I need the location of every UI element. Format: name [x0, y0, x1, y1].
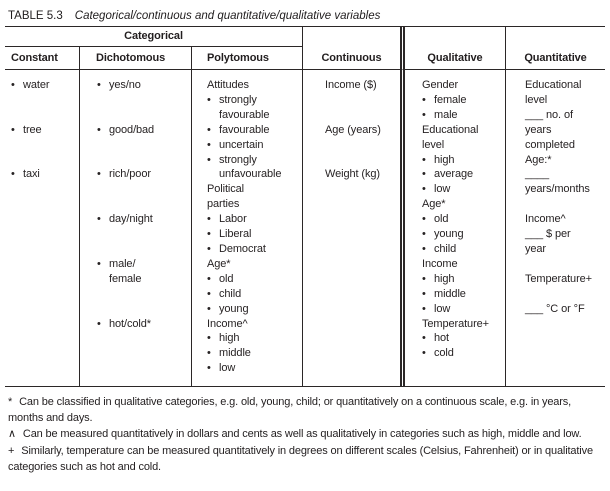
cell-line: Age* — [422, 198, 446, 211]
footnote-text: Similarly, temperature can be measured quantitatively in degrees on different scales (Celsius, Fahrenheit) or in qualitative categories such as hot and cold. — [8, 444, 593, 473]
cell-line — [97, 167, 191, 182]
bullet-icon: • — [207, 332, 211, 345]
cell-line — [11, 153, 79, 168]
cell-line: Educational — [525, 79, 582, 91]
cell-line — [207, 227, 302, 242]
cell-line — [207, 272, 302, 287]
cell-line: Gender — [422, 79, 459, 91]
list-item-text: high — [434, 272, 455, 285]
cell-line — [207, 153, 302, 168]
cell-line: Attitudes — [207, 79, 249, 91]
list-item-text: low — [219, 362, 236, 375]
bullet-icon: • — [207, 302, 211, 315]
cell-line: Age (years) — [325, 123, 381, 136]
header-qualitative-label: Qualitative — [427, 52, 483, 64]
cell-line: Income^ — [207, 317, 248, 330]
cell-line — [97, 227, 191, 242]
cell-line: ___ °C or °F — [525, 302, 585, 315]
cell-line — [97, 123, 191, 138]
list-item-text: hot/cold* — [109, 317, 151, 330]
cell-line: Age:* — [525, 153, 552, 166]
cell-line: Educational — [422, 123, 479, 136]
footnote-text: Can be classified in qualitative categories, e.g. old, young, child; or quantitatively on a continuous scale, e.g. in years, months and days. — [8, 396, 572, 425]
cell-line — [97, 302, 191, 317]
cell-line — [97, 197, 191, 212]
bullet-icon: • — [97, 317, 101, 330]
bullet-icon: • — [11, 123, 15, 136]
cell-line — [207, 242, 302, 257]
cell-line: ___ $ per — [525, 228, 571, 241]
list-item-text: Liberal — [219, 228, 252, 241]
list-item-text: child — [434, 242, 457, 255]
cell-line — [422, 242, 505, 257]
list-item-text: yes/no — [109, 79, 141, 91]
list-item-text: old — [219, 272, 234, 285]
cell-line — [11, 93, 79, 108]
cell-line: ____ — [525, 168, 550, 181]
cell-line — [422, 212, 505, 227]
bullet-icon: • — [422, 302, 426, 315]
table-header — [5, 27, 605, 70]
cell-line: level — [422, 138, 445, 151]
list-item-text: good/bad — [109, 123, 155, 136]
list-item-text: high — [219, 332, 240, 345]
cell-line: Income — [422, 257, 458, 270]
bullet-icon: • — [207, 242, 211, 255]
cell-line — [97, 153, 191, 168]
column-dichotomous — [80, 70, 192, 386]
list-item-text: old — [434, 213, 449, 226]
bullet-icon: • — [422, 168, 426, 181]
list-item-text: Labor — [219, 213, 247, 226]
column-quantitative — [506, 70, 605, 386]
cell-line — [325, 93, 400, 108]
list-item-text: female — [434, 93, 467, 106]
bullet-icon: • — [207, 272, 211, 285]
cell-line: unfavourable — [219, 168, 282, 181]
cell-line: year — [525, 242, 546, 255]
footnote-asterisk — [8, 394, 607, 426]
header-dichotomous: Dichotomous — [80, 47, 192, 70]
cell-line — [11, 123, 79, 138]
bullet-icon: • — [422, 153, 426, 166]
bullet-icon: • — [422, 332, 426, 345]
list-item-text: high — [434, 153, 455, 166]
cell-line — [422, 93, 505, 108]
bullet-icon: • — [422, 272, 426, 285]
cell-line — [325, 108, 400, 123]
bullet-icon: • — [97, 168, 101, 181]
header-constant: Constant — [5, 47, 80, 70]
cell-line — [325, 153, 400, 168]
cell-line — [11, 78, 79, 93]
cell-line — [11, 167, 79, 182]
list-item-text: young — [434, 228, 464, 241]
cell-line — [207, 287, 302, 302]
cell-line — [207, 138, 302, 153]
cell-line — [11, 108, 79, 123]
header-polytomous: Polytomous — [192, 47, 303, 70]
list-item-text: taxi — [23, 168, 40, 181]
column-qualitative — [405, 70, 506, 386]
cell-line — [422, 227, 505, 242]
cell-line — [422, 108, 505, 123]
column-constant — [5, 70, 80, 386]
bullet-icon: • — [207, 347, 211, 360]
table-caption — [5, 6, 606, 22]
list-item-text: average — [434, 168, 474, 181]
bullet-icon: • — [207, 138, 211, 151]
cell-line — [525, 197, 605, 212]
variables-table — [5, 26, 605, 387]
bullet-icon: • — [422, 108, 426, 121]
table-body — [5, 70, 605, 386]
header-quantitative — [506, 27, 605, 70]
list-item-text: low — [434, 302, 451, 315]
footnote-plus — [8, 443, 607, 475]
bullet-icon: • — [422, 347, 426, 360]
column-continuous — [303, 70, 405, 386]
cell-line — [207, 123, 302, 138]
list-item-text: child — [219, 287, 242, 300]
cell-line: favourable — [219, 108, 270, 121]
list-item-text: male/ — [109, 257, 136, 270]
cell-line — [422, 302, 505, 317]
asterisk-marker: * — [8, 396, 13, 408]
cell-line — [97, 138, 191, 153]
cell-line: ___ no. of — [525, 108, 573, 121]
list-item-text: middle — [434, 287, 466, 300]
bullet-icon: • — [422, 228, 426, 241]
bullet-icon: • — [97, 123, 101, 136]
list-item-text: young — [219, 302, 249, 315]
bullet-icon: • — [422, 242, 426, 255]
cell-line: female — [109, 272, 142, 285]
caret-marker: ∧ — [8, 428, 16, 441]
bullet-icon: • — [11, 168, 15, 181]
cell-line — [207, 302, 302, 317]
table-title: Categorical/continuous and quantitative/qualitative variables — [74, 10, 381, 22]
cell-line: Age* — [207, 257, 231, 270]
header-continuous — [303, 27, 405, 70]
footnote-text: Can be measured quantitatively in dollars and cents as well as qualitatively in categories such as high, middle and low. — [22, 428, 582, 441]
cell-line — [97, 212, 191, 227]
cell-line — [97, 257, 191, 272]
list-item-text: water — [23, 79, 50, 91]
list-item-text: strongly — [219, 93, 257, 106]
plus-marker: + — [8, 444, 15, 457]
bullet-icon: • — [207, 153, 211, 166]
cell-line: parties — [207, 198, 240, 211]
cell-line — [97, 317, 191, 332]
cell-line — [422, 287, 505, 302]
header-categorical-group: Categorical — [5, 27, 303, 47]
list-item-text: middle — [219, 347, 251, 360]
cell-line — [207, 346, 302, 361]
cell-line: Weight (kg) — [325, 168, 380, 181]
list-item-text: day/night — [109, 213, 153, 226]
bullet-icon: • — [207, 287, 211, 300]
list-item-text: favourable — [219, 123, 270, 136]
bullet-icon: • — [97, 79, 101, 91]
cell-line — [97, 242, 191, 257]
column-polytomous — [192, 70, 303, 386]
bullet-icon: • — [207, 228, 211, 241]
footnote-caret — [8, 426, 607, 442]
header-qualitative — [405, 27, 506, 70]
list-item-text: low — [434, 183, 451, 196]
bullet-icon: • — [422, 213, 426, 226]
cell-line: Income ($) — [325, 79, 377, 91]
cell-line: years — [525, 123, 552, 136]
bullet-icon: • — [422, 93, 426, 106]
bullet-icon: • — [97, 257, 101, 270]
cell-line — [422, 153, 505, 168]
bullet-icon: • — [207, 93, 211, 106]
header-quantitative-label: Quantitative — [524, 52, 587, 64]
cell-line — [422, 331, 505, 346]
cell-line: Political — [207, 183, 245, 196]
list-item-text: Democrat — [219, 242, 266, 255]
footnotes — [5, 394, 607, 475]
cell-line: completed — [525, 138, 575, 151]
cell-line — [422, 182, 505, 197]
list-item-text: cold — [434, 347, 454, 360]
cell-line — [97, 78, 191, 93]
cell-line: Temperature+ — [525, 272, 592, 285]
list-item-text: tree — [23, 123, 42, 136]
cell-line — [97, 93, 191, 108]
cell-line: Temperature+ — [422, 317, 489, 330]
cell-line — [207, 331, 302, 346]
cell-line — [422, 272, 505, 287]
list-item-text: male — [434, 108, 458, 121]
bullet-icon: • — [422, 287, 426, 300]
list-item-text: uncertain — [219, 138, 264, 151]
cell-line — [422, 167, 505, 182]
header-continuous-label: Continuous — [321, 52, 382, 64]
bullet-icon: • — [422, 183, 426, 196]
cell-line — [97, 108, 191, 123]
cell-line — [207, 361, 302, 376]
list-item-text: rich/poor — [109, 168, 151, 181]
cell-line — [97, 182, 191, 197]
cell-line — [97, 287, 191, 302]
bullet-icon: • — [207, 123, 211, 136]
cell-line — [525, 287, 605, 302]
bullet-icon: • — [11, 79, 15, 91]
cell-line: Income^ — [525, 213, 566, 226]
table-number: TABLE 5.3 — [8, 10, 63, 22]
bullet-icon: • — [207, 213, 211, 226]
cell-line — [207, 93, 302, 108]
cell-line — [525, 257, 605, 272]
cell-line: level — [525, 93, 548, 106]
cell-line — [11, 138, 79, 153]
bullet-icon: • — [97, 213, 101, 226]
cell-line — [422, 346, 505, 361]
list-item-text: strongly — [219, 153, 257, 166]
cell-line — [207, 212, 302, 227]
bullet-icon: • — [207, 362, 211, 375]
list-item-text: hot — [434, 332, 449, 345]
cell-line — [325, 138, 400, 153]
cell-line: years/months — [525, 183, 590, 196]
